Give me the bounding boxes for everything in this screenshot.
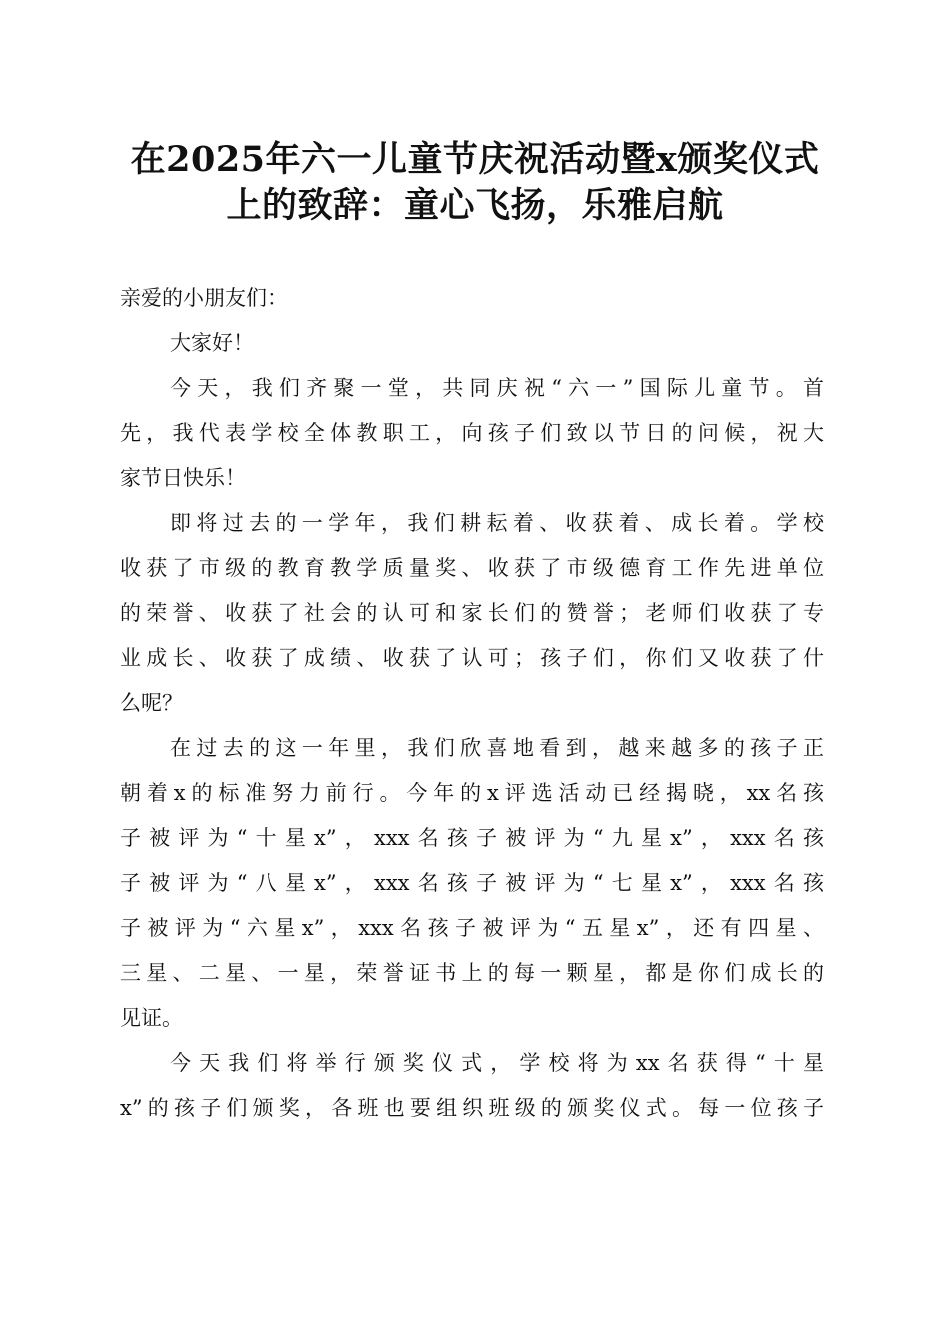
paragraph-line: 即将过去的一学年，我们耕耘着、收获着、成长着。学校 bbox=[170, 511, 824, 535]
paragraph-line: 子被评为“十星x”，xxx名孩子被评为“九星x”，xxx名孩 bbox=[120, 826, 824, 850]
paragraph-line: 的荣誉、收获了社会的认可和家长们的赞誉；老师们收获了专 bbox=[120, 601, 824, 625]
paragraph-line: 收获了市级的教育教学质量奖、收获了市级德育工作先进单位 bbox=[120, 556, 824, 580]
paragraph-line: x”的孩子们颁奖，各班也要组织班级的颁奖仪式。每一位孩子 bbox=[120, 1096, 824, 1120]
document-title-line-1: 在2025年六一儿童节庆祝活动暨x颁奖仪式 bbox=[130, 139, 820, 180]
paragraph-line: 在过去的这一年里，我们欣喜地看到，越来越多的孩子正 bbox=[170, 736, 824, 760]
paragraph-line: 业成长、收获了成绩、收获了认可；孩子们，你们又收获了什 bbox=[120, 646, 824, 670]
paragraph-line: 朝着x的标准努力前行。今年的x评选活动已经揭晓，xx名孩 bbox=[120, 781, 824, 805]
paragraph-line: 今天我们将举行颁奖仪式，学校将为xx名获得“十星 bbox=[170, 1051, 824, 1075]
paragraph-line: 家节日快乐！ bbox=[120, 466, 246, 490]
paragraph-line: 见证。 bbox=[120, 1006, 183, 1030]
document-title-line-2: 上的致辞：童心飞扬，乐雅启航 bbox=[226, 185, 724, 226]
paragraph-line: 子被评为“八星x”，xxx名孩子被评为“七星x”，xxx名孩 bbox=[120, 871, 824, 895]
paragraph-line: 先，我代表学校全体教职工，向孩子们致以节日的问候，祝大 bbox=[120, 421, 824, 445]
paragraph-line: 今天，我们齐聚一堂，共同庆祝“六一”国际儿童节。首 bbox=[170, 376, 824, 400]
paragraph-line: 子被评为“六星x”，xxx名孩子被评为“五星x”，还有四星、 bbox=[120, 916, 824, 940]
paragraph-line: 么呢？ bbox=[120, 691, 183, 715]
paragraph-line: 三星、二星、一星，荣誉证书上的每一颗星，都是你们成长的 bbox=[120, 961, 824, 985]
greeting: 亲爱的小朋友们： bbox=[120, 286, 288, 310]
paragraph-line: 大家好！ bbox=[170, 331, 254, 355]
